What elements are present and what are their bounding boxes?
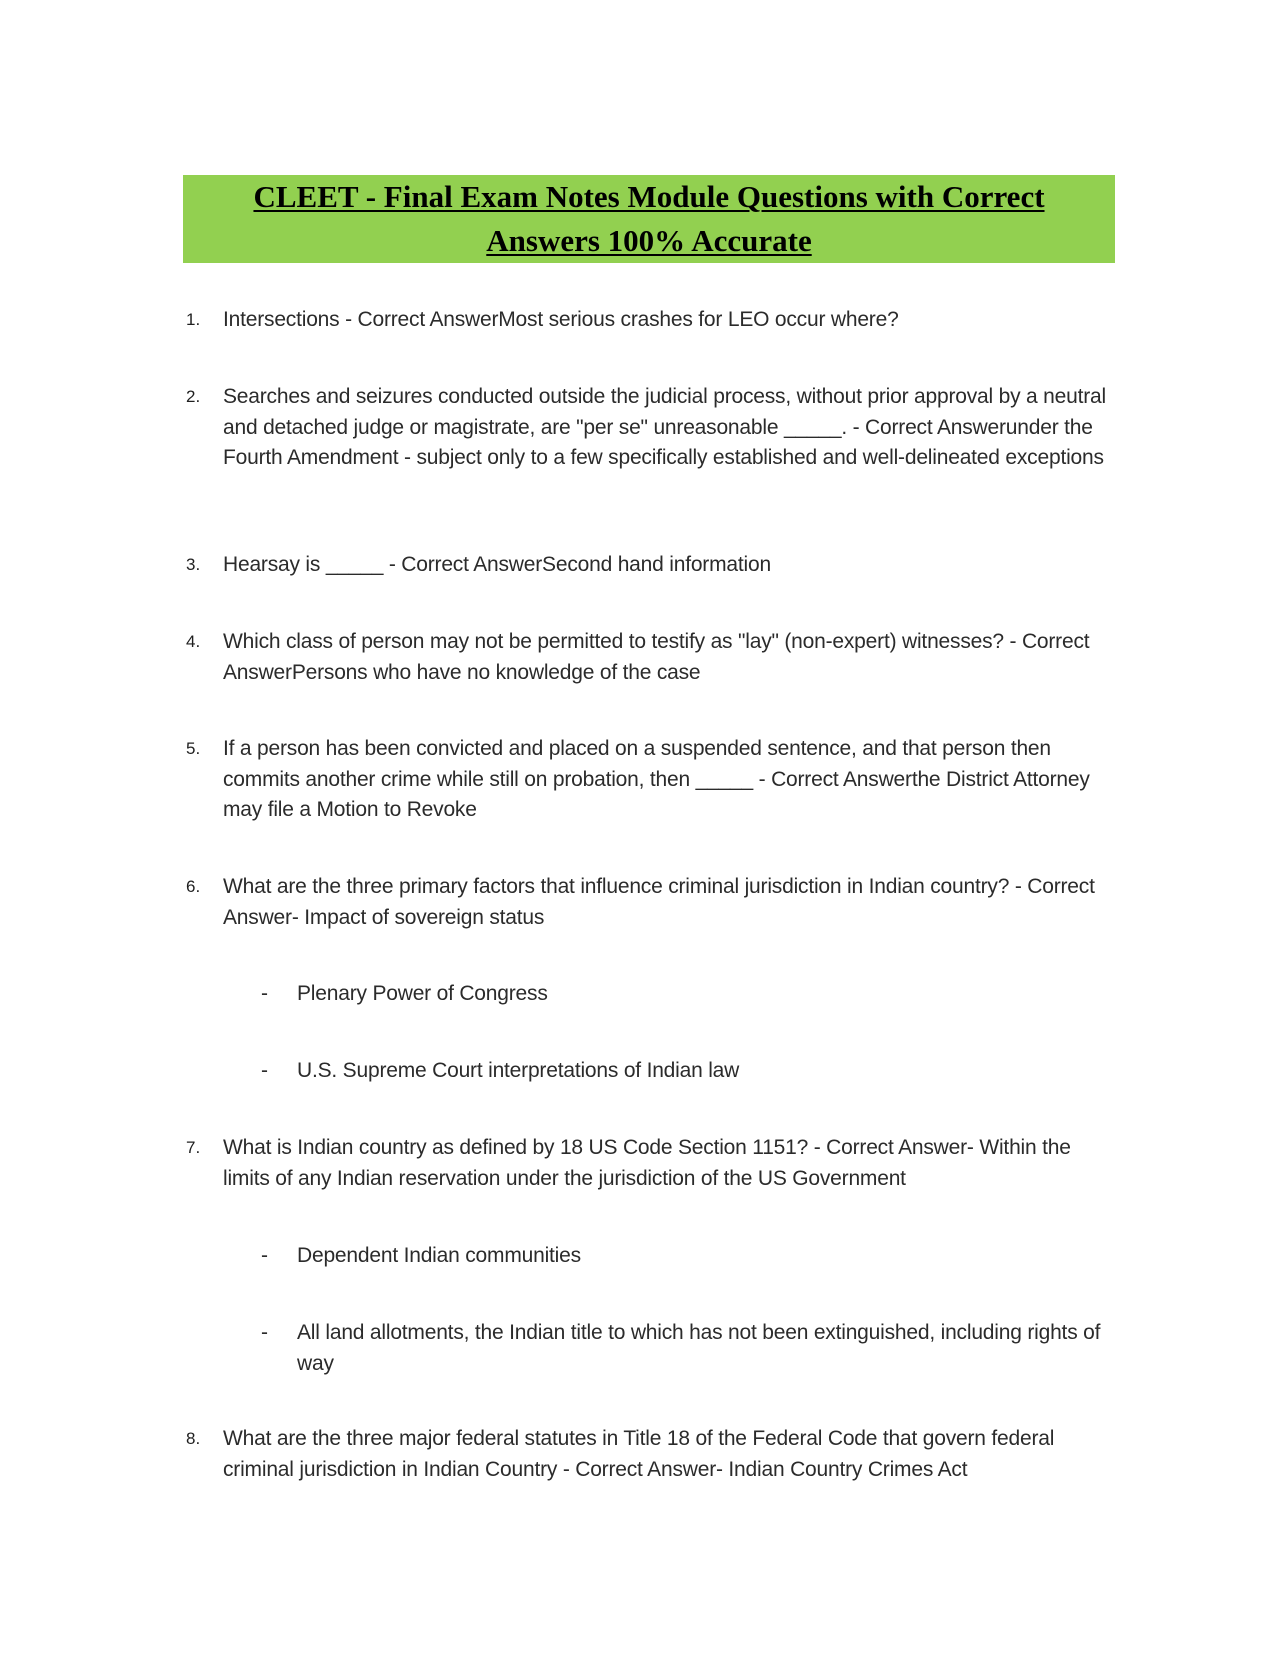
item-text: What are the three major federal statutes in Title 18 of the Federal Code that govern federal criminal jurisdiction in Indian Country - Correct Answer- Indian Country Crimes Act: [223, 1427, 1055, 1481]
bullet-dash: -: [261, 1321, 268, 1344]
item-text: Dependent Indian communities: [297, 1244, 581, 1267]
bullet-dash: -: [261, 982, 268, 1005]
item-number: 5.: [186, 739, 201, 758]
item-number: 3.: [186, 555, 201, 574]
document-title-banner: [183, 175, 1115, 263]
bullet-dash: -: [261, 1059, 268, 1082]
item-text: U.S. Supreme Court interpretations of Indian law: [297, 1059, 740, 1082]
document-title-line-2: Answers 100% Accurate: [486, 223, 812, 258]
bullet-dash: -: [261, 1244, 268, 1267]
item-number: 7.: [186, 1138, 201, 1157]
document-title-line-1: CLEET - Final Exam Notes Module Questions with Correct: [253, 179, 1045, 214]
item-number: 6.: [186, 877, 201, 896]
item-number: 2.: [186, 387, 201, 406]
item-text: What is Indian country as defined by 18 US Code Section 1151? - Correct Answer- Within the limits of any Indian reservation under the jurisdiction of the US Government: [223, 1136, 1071, 1190]
item-text: If a person has been convicted and placed on a suspended sentence, and that person then commits another crime while still on probation, then _____ - Correct Answerthe District Attorney may file a Motion to Revoke: [223, 737, 1090, 821]
item-text: What are the three primary factors that influence criminal jurisdiction in Indian country? - Correct Answer- Impact of sovereign status: [223, 875, 1095, 929]
item-text: Which class of person may not be permitted to testify as "lay" (non-expert) witnesses? - Correct AnswerPersons who have no knowledge of the case: [223, 630, 1090, 684]
item-number: 1.: [186, 310, 201, 329]
item-text: All land allotments, the Indian title to which has not been extinguished, including rights of way: [297, 1321, 1101, 1375]
item-text: Intersections - Correct AnswerMost serious crashes for LEO occur where?: [223, 308, 899, 331]
item-text: Searches and seizures conducted outside the judicial process, without prior approval by a neutral and detached judge or magistrate, are "per se" unreasonable _____. - Correct Answerunder the Fourth Amendment - subject only to a few specifically established and well-delineated exceptions: [223, 385, 1106, 469]
item-text: Plenary Power of Congress: [297, 982, 548, 1005]
item-number: 4.: [186, 632, 201, 651]
item-number: 8.: [186, 1429, 201, 1448]
item-text: Hearsay is _____ - Correct AnswerSecond hand information: [223, 553, 771, 576]
